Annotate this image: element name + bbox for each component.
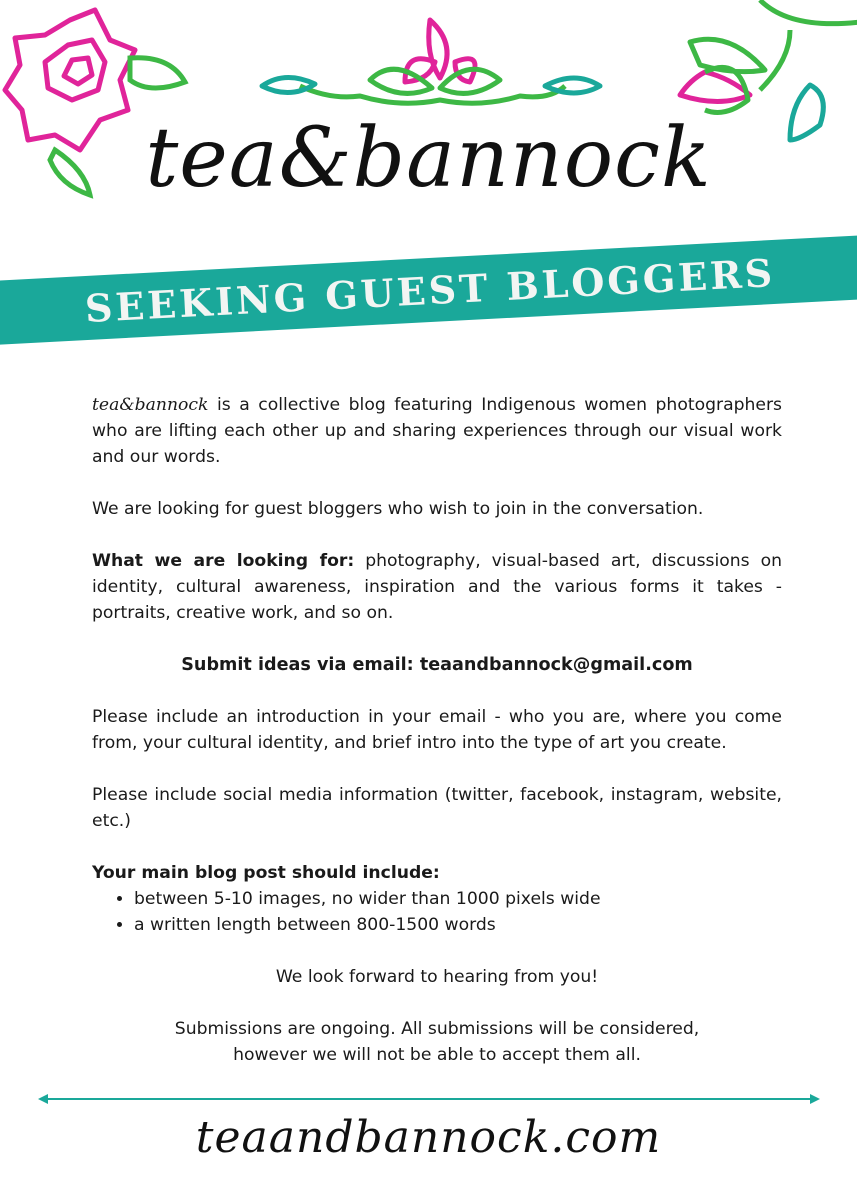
submit-email-line[interactable]: Submit ideas via email: teaandbannock@gmail.com	[181, 655, 693, 675]
logo-wordmark: tea&bannock	[145, 111, 712, 206]
intro-paragraph	[92, 392, 782, 470]
list-item: • between 5-10 images, no wider than 1000 pixels wide	[134, 886, 782, 912]
footer-divider	[38, 1091, 820, 1107]
footer-url[interactable]: teaandbannock.com	[195, 1112, 662, 1163]
looking-paragraph: We are looking for guest bloggers who wish to join in the conversation.	[92, 499, 704, 519]
what-paragraph	[92, 548, 782, 626]
include-social-paragraph: Please include social media information (twitter, facebook, instagram, website, etc.)	[92, 785, 782, 831]
ongoing-line-1: Submissions are ongoing. All submissions will be considered,	[174, 1019, 700, 1039]
lotus-icon	[262, 20, 600, 103]
ongoing-line-2: however we will not be able to accept them all.	[233, 1045, 641, 1065]
what-label: What we are looking for:	[92, 551, 355, 571]
brand-inline: tea&bannock	[92, 395, 209, 415]
include-intro-paragraph: Please include an introduction in your email - who you are, where you come from, your cultural identity, and brief intro into the type of art you create.	[92, 707, 782, 753]
seeking-banner	[0, 234, 857, 346]
what-text: photography, visual-based art, discussions on identity, cultural awareness, inspiration and the various forms it takes - portraits, creative work, and so on.	[92, 551, 783, 623]
forward-line: We look forward to hearing from you!	[275, 967, 599, 987]
intro-text: is a collective blog featuring Indigenous women photographers who are lifting each other up and sharing experiences through our visual work and our words.	[92, 395, 782, 467]
banner-title: SEEKING GUEST BLOGGERS	[83, 249, 777, 331]
list-item: • a written length between 800-1500 words	[134, 912, 782, 938]
post-heading: Your main blog post should include:	[92, 863, 440, 883]
post-requirements-list	[92, 886, 782, 938]
main-content	[92, 392, 782, 1094]
